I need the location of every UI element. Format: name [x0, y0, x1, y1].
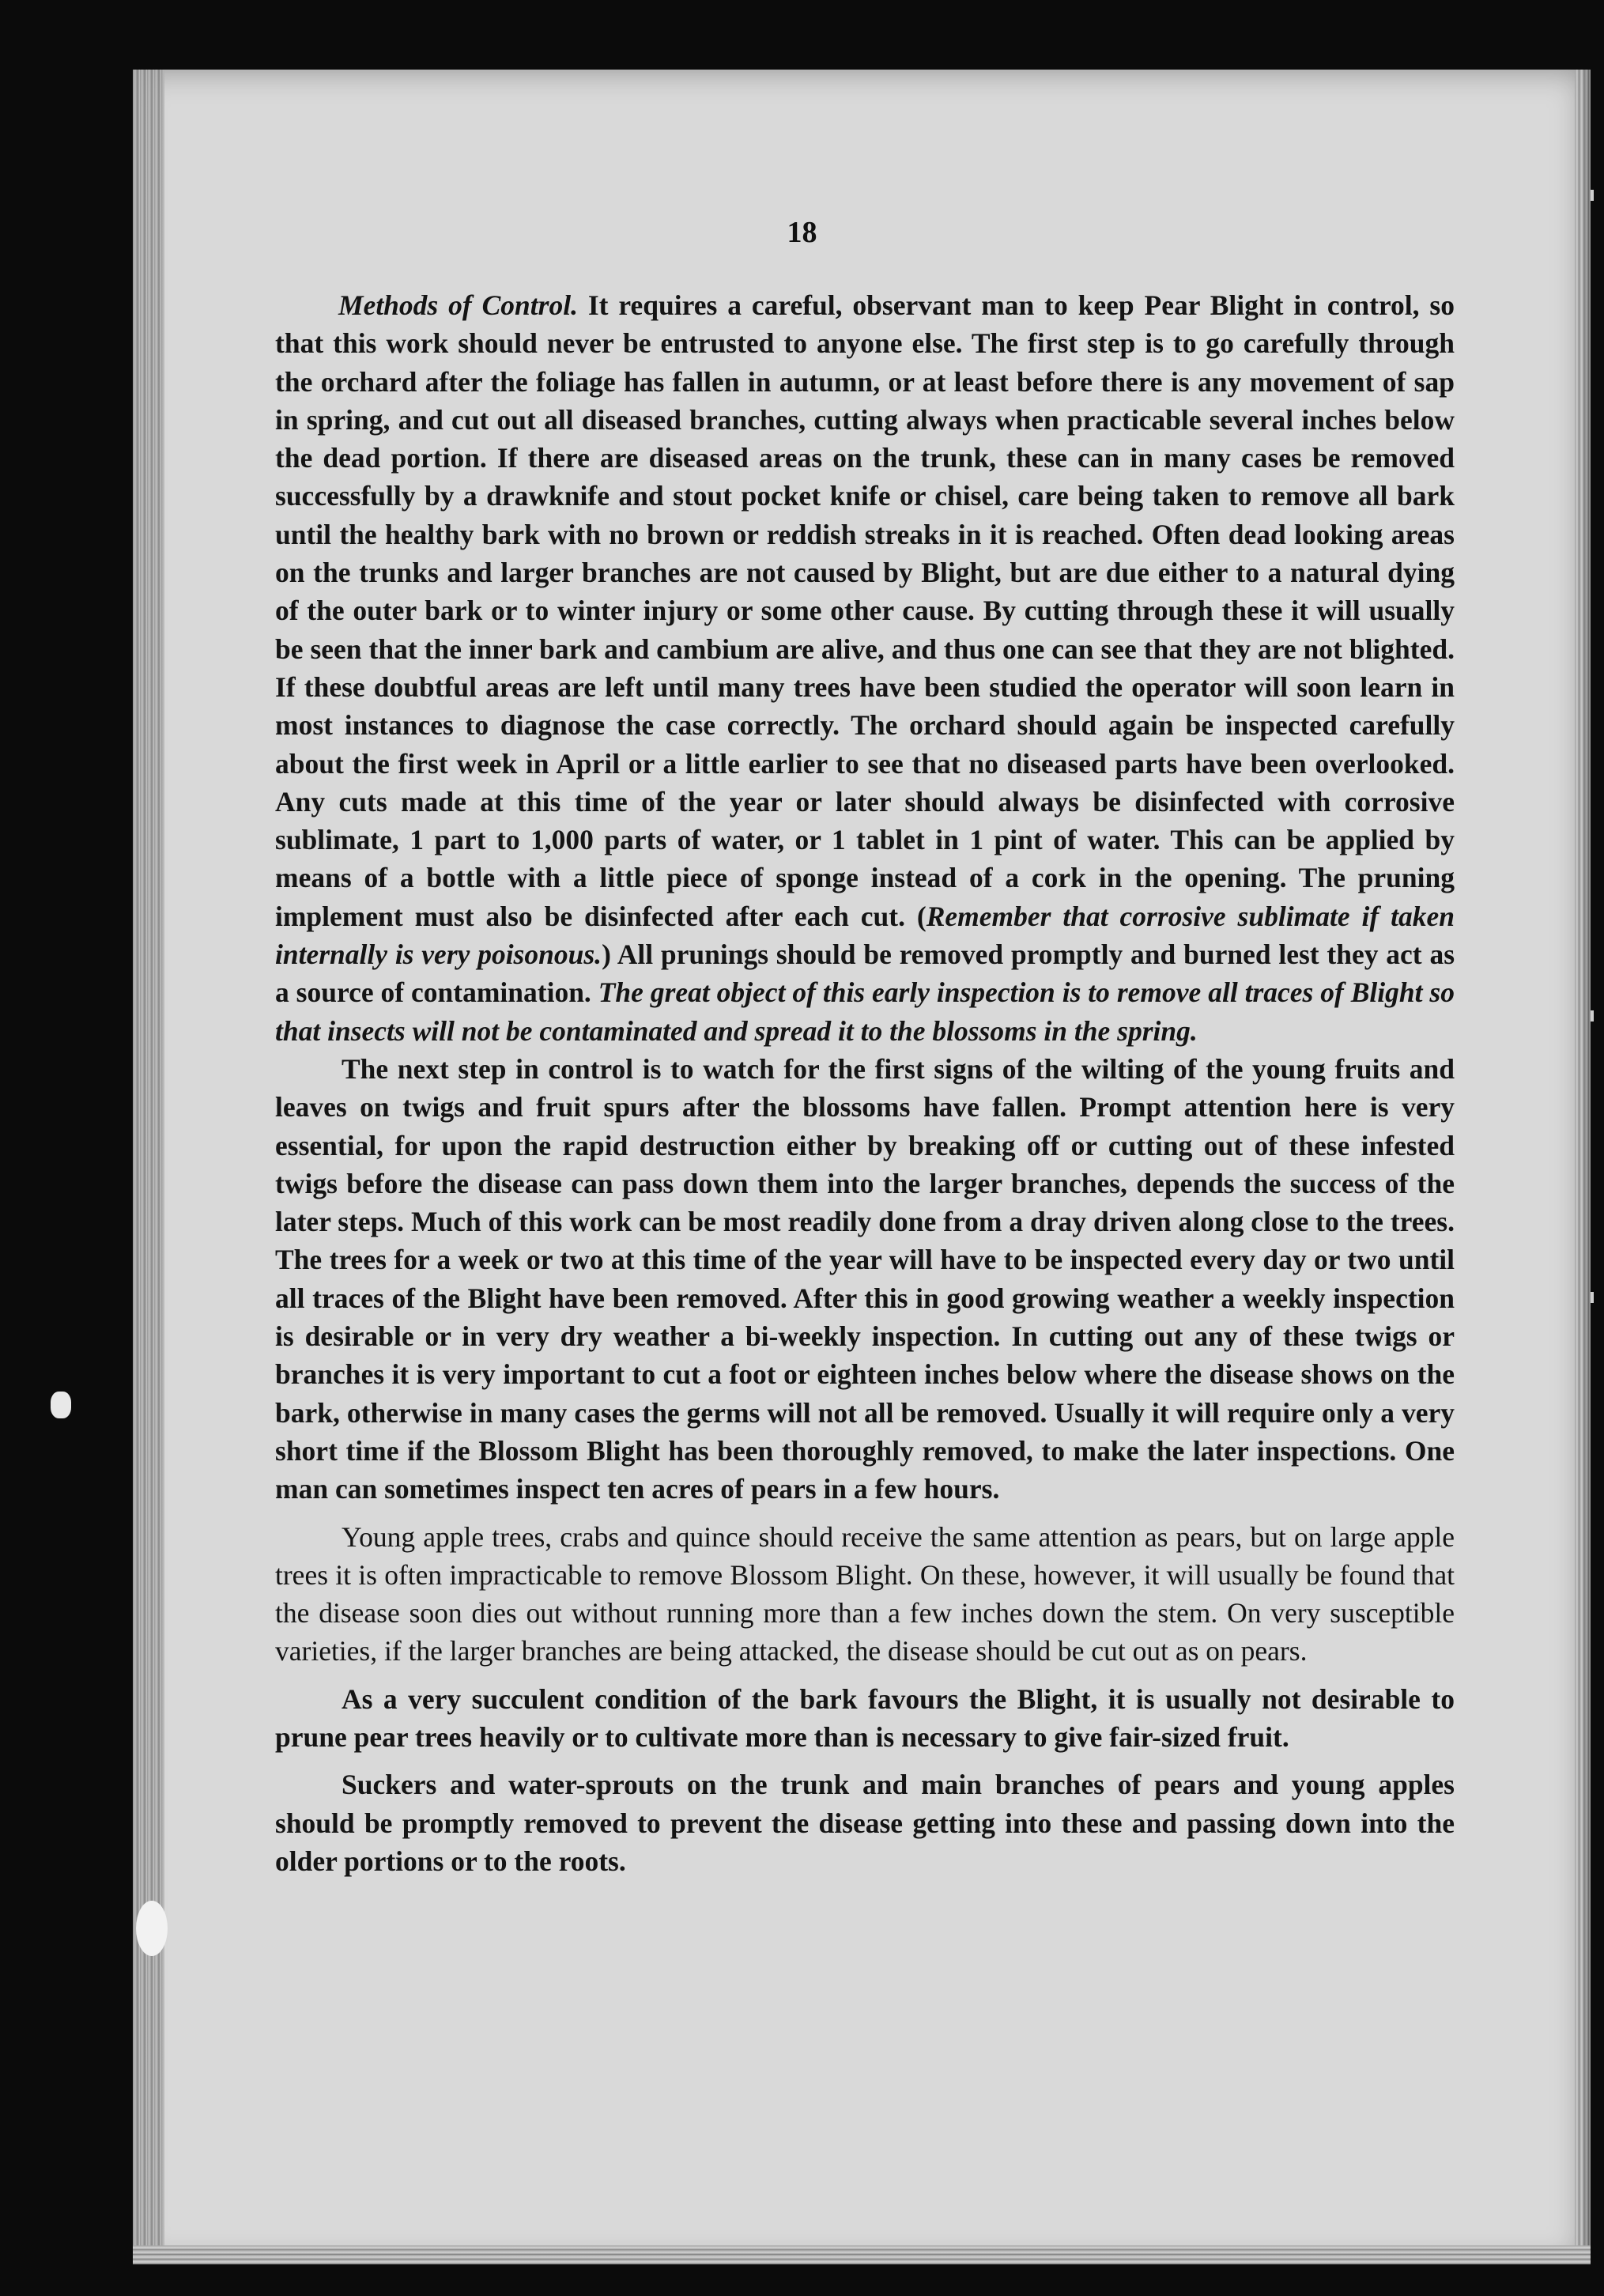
warning-note: Remember that corrosive sublimate if taken internally is very poisonous. — [275, 900, 1455, 971]
page-right-edge — [1575, 70, 1591, 2264]
paper-speck — [51, 1392, 71, 1418]
page-bottom-edge — [133, 2245, 1591, 2264]
paper-speck — [136, 1901, 168, 1956]
paragraph-young-apple-trees: Young apple trees, crabs and quince should receive the same attention as pears, but on large apple trees it is often impracticable to remove Blossom Blight. On these, however, it will usually be found that the disease soon dies out without running more than a few inches down the stem. On very susceptible varieties, if the larger branches are being attacked, the disease should be cut out as on pears. — [275, 1520, 1455, 1667]
page-number: 18 — [787, 216, 817, 249]
text-run: It requires a careful, observant man to keep Pear Blight in control, so that this work should never be entrusted to anyone else. The first step is to go carefully through the orchard after the foliage has fallen in autumn, or at least before there is any movement of sap in spring, and cut out all diseased branches, cutting always when practicable several inches below the dead portion. If there are diseased areas on the trunk, these can in many cases be removed successfully by a drawknife and stout pocket knife or chisel, care being taken to remove all bark until the healthy bark with no brown or reddish streaks in it is reached. Often dead looking areas on the trunks and larger branches are not caused by Blight, but are due either to a natural dying of the outer bark or to winter injury or some other cause. By cutting through these it will usually be seen that the inner bark and cambium are alive, and thus one can see that they are not blighted. If these doubtful areas are left until many trees have been studied the operator will soon learn in most instances to diagnose the case correctly. The orchard should again be inspected carefully about the first week in April or a little earlier to see that no diseased parts have been overlooked. Any cuts made at this time of the year or later should always be disinfected with corrosive sublimate, 1 part to 1,000 parts of water, or 1 tablet in 1 pint of water. This can be applied by means of a bottle with a little piece of sponge instead of a cork in the opening. The pruning implement must also be disinfected after each cut. ( — [275, 289, 1455, 932]
paragraph-next-step: The next step in control is to watch for the first signs of the wilting of the young fruits and leaves on twigs and fruit spurs after the blossoms have fallen. Prompt attention here is very essential, for upon the rapid destruction either by breaking off or cutting out of these infested twigs before the disease can pass down them into the larger branches, depends the success of the later steps. Much of this work can be most readily done from a dray driven along close to the trees. The trees for a week or two at this time of the year will have to be inspected every day or two until all traces of the Blight have been removed. After this in good growing weather a weekly inspection is desirable or in very dry weather a bi-weekly inspection. In cutting out any of these twigs or branches it is very important to cut a foot or eighteen inches below where the disease shows on the bark, otherwise in many cases the germs will not all be removed. Usually it will require only a very short time if the Blossom Blight has been thoroughly removed, to make the later inspections. One man can sometimes inspect ten acres of pears in a few hours. — [275, 1052, 1455, 1505]
paragraph-suckers: Suckers and water-sprouts on the trunk and main branches of pears and young apples should be promptly removed to prevent the disease getting into these and passing down into the older portions or to the roots. — [275, 1769, 1455, 1877]
section-heading: Methods of Control. — [338, 289, 578, 321]
paragraph-methods-of-control — [275, 286, 1455, 1050]
emphasis-run: The great object of this early inspection is to remove all traces of Blight so that insects will not be contaminated and spread it to the blossoms in the spring. — [275, 976, 1455, 1047]
paper-speck — [1591, 1292, 1594, 1303]
body-text — [275, 286, 1455, 1880]
paper-speck — [1591, 1010, 1594, 1021]
text-run: ) All prunings should be removed promptly and burned lest they act as a source of contamination. — [275, 938, 1455, 1009]
paper-speck — [1591, 190, 1594, 201]
paragraph-succulent-bark: As a very succulent condition of the bark favours the Blight, it is usually not desirable to prune pear trees heavily or to cultivate more than is necessary to give fair-sized fruit. — [275, 1682, 1455, 1753]
